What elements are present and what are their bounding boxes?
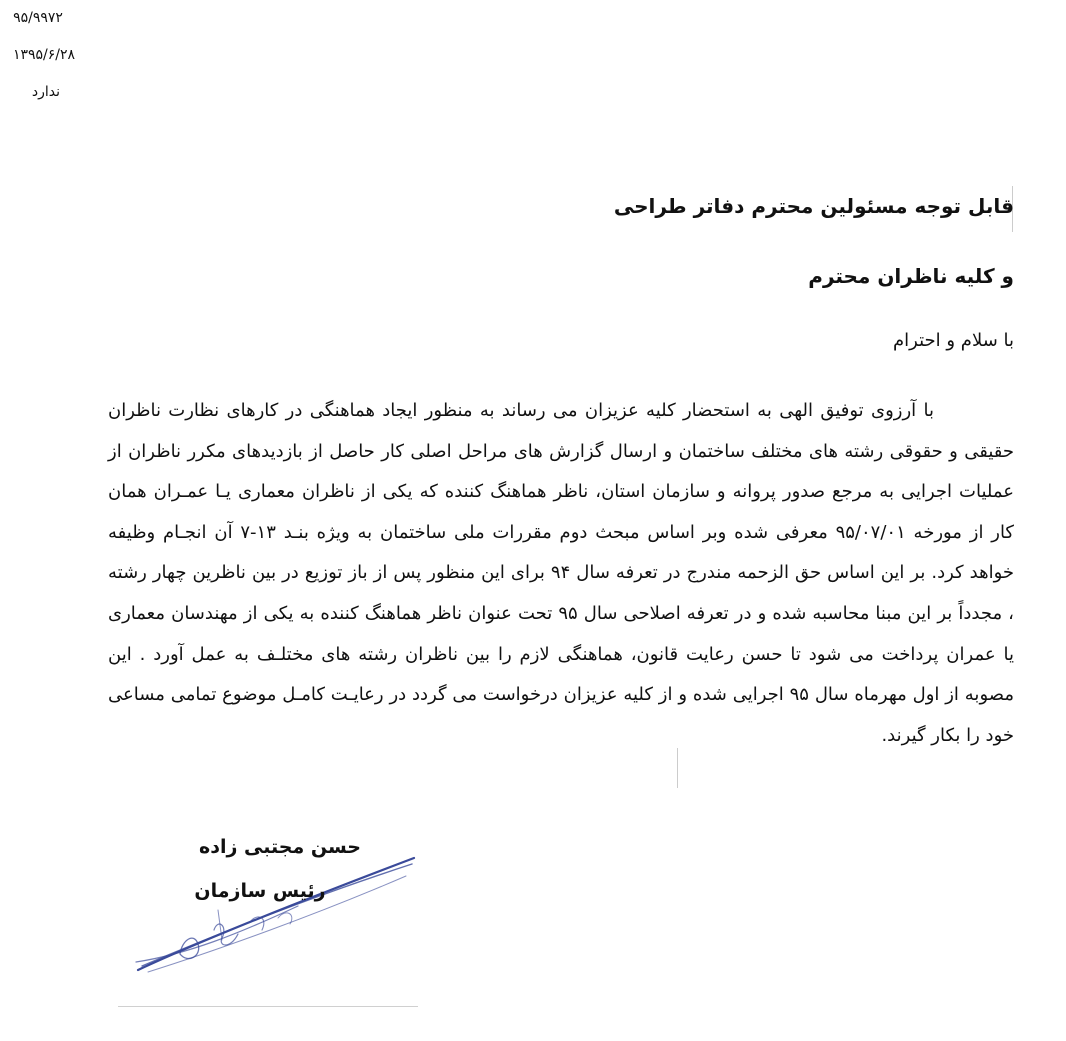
signatory-name: حسن مجتبی زاده [199,836,361,858]
letter-date: ۱۳۹۵/۶/۲۸ [12,47,76,63]
letter-number: ۹۵/۹۹۷۲ [13,10,63,26]
letter-attachment: ندارد [31,84,61,100]
letter-body: با آرزوی توفیق الهی به استحضار کلیه عزیزان می رساند به منظور ایجاد هماهنگی در کارهای نظارت ناظران حقیقی و حقوقی رشته های مختلف ساختمان و ارسال گزارش های مراحل اصلی کار حاصل از بازدیدهای مکرر ناظران از عملیات اجرایی به مرجع صدور پروانه و سازمان استان، ناظر هماهنگ کننده که یکی از ناظران معماری یـا عمـران همان کار از مورخه ۹۵/۰۷/۰۱ معرفی شده وبر اساس مبحث دوم مقررات ملی ساختمان به ویژه بنـد ۱۳-۷ آن انجـام وظیفه خواهد کرد. بر این اساس حق الزحمه مندرج در تعرفه سال ۹۴ برای این منظور پس از باز توزیع در بین ناظرین چهار رشته ، مجدداً بر این مبنا محاسبه شده و در تعرفه اصلاحی سال ۹۵ تحت عنوان ناظر هماهنگ کننده به یکی از مهندسان معماری یا عمران پرداخت می شود تا حسن رعایت قانون، هماهنگی لازم را بین ناظران رشته های مختلـف به عمل آورد . این مصوبه از اول مهرماه سال ۹۵ اجرایی شده و از کلیه عزیزان درخواست می گردد در رعایـت کامـل موضوع تمامی مساعی خود را بکار گیرند. [108,400,1014,746]
recipient-line-2: و کلیه ناظران محترم [808,264,1014,288]
signature-baseline [118,1006,418,1007]
signatory-title: رئیس سازمان [194,880,326,902]
recipient-line-1: قابل توجه مسئولین محترم دفاتر طراحی [613,194,1014,218]
signature-block [118,822,420,1008]
body-divider [677,748,678,788]
greeting: با سلام و احترام [893,330,1014,351]
